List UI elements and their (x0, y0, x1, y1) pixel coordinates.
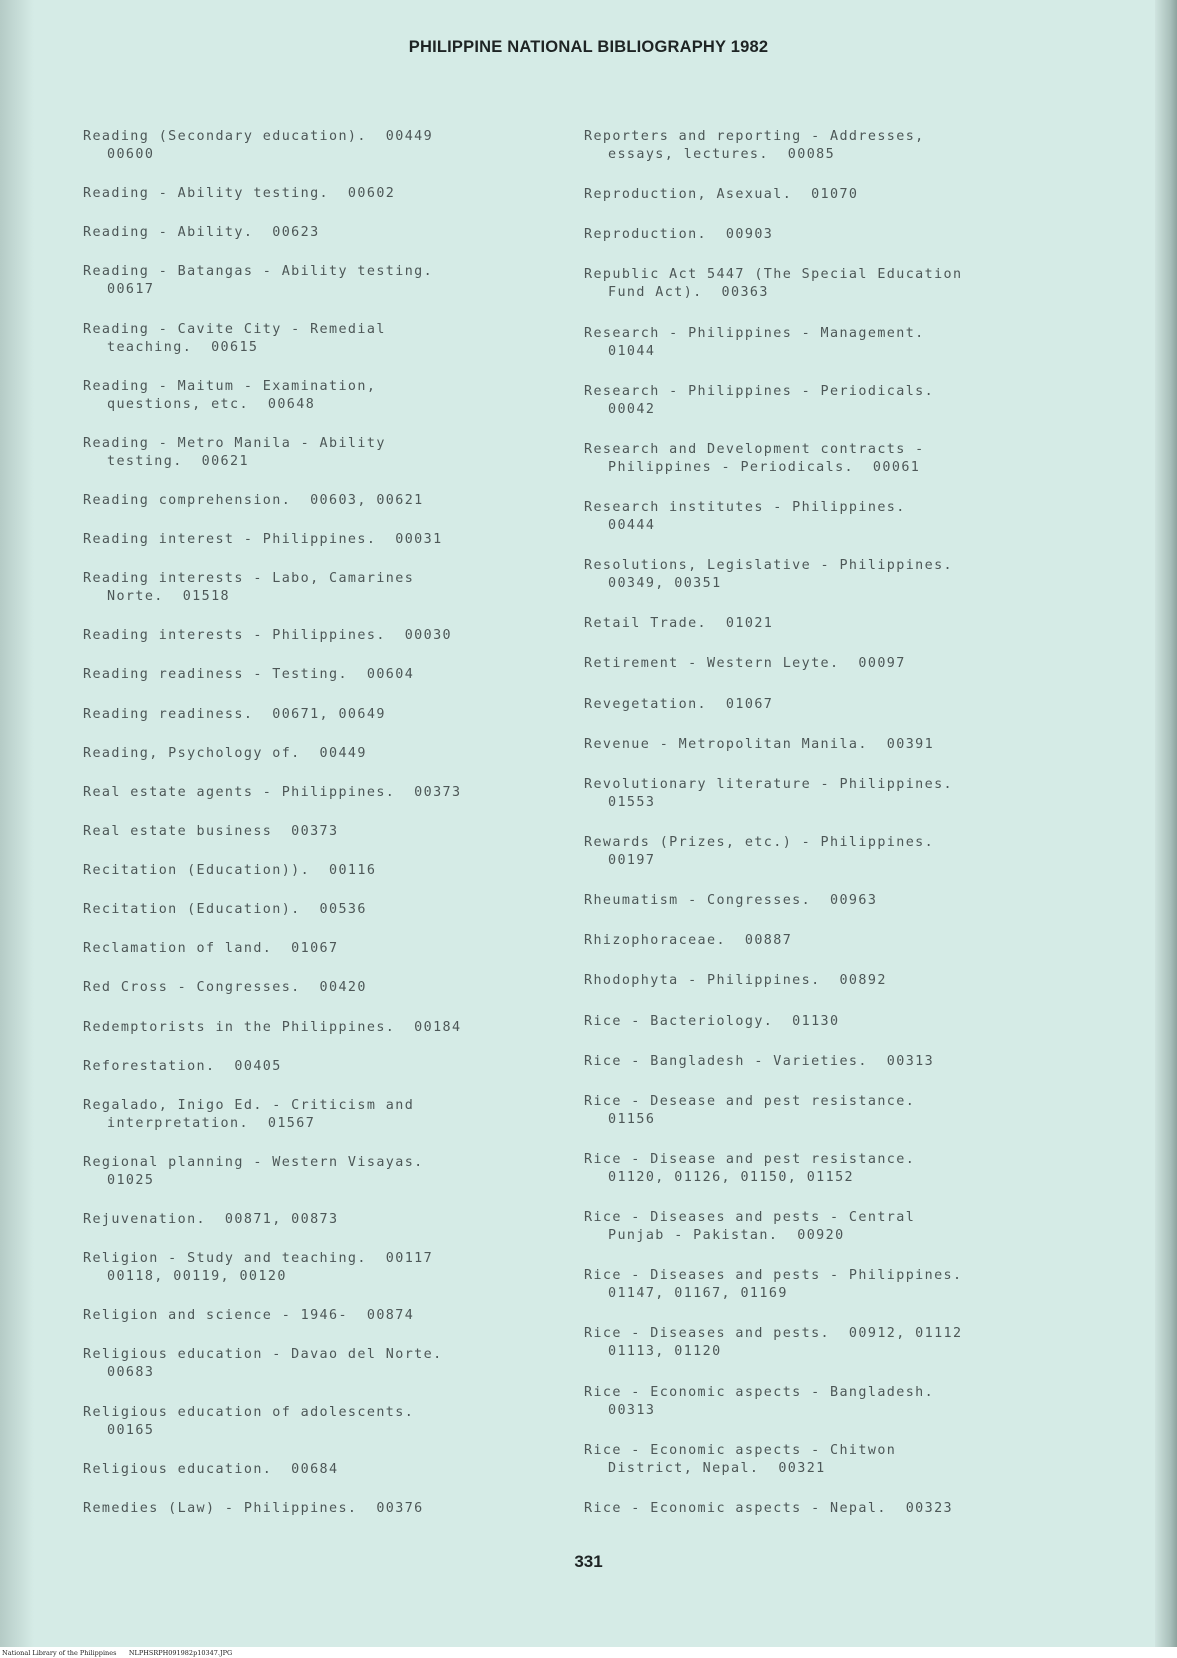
index-entry: Rejuvenation. 00871, 00873 (83, 1212, 339, 1227)
spine-shadow (0, 0, 34, 1658)
page-header: PHILIPPINE NATIONAL BIBLIOGRAPHY 1982 (408, 38, 769, 56)
index-entry: Rhodophyta - Philippines. 00892 (584, 973, 887, 989)
index-entry: Rice - Desease and pest resistance. 01156 (584, 1093, 916, 1127)
index-entry: Religion - Study and teaching. 00117 00118, 00119, 00120 (83, 1251, 434, 1285)
index-entry: Reading interests - Labo, Camarines Norte. 01518 (83, 571, 415, 605)
index-entry: Reading - Metro Manila - Ability testing. 00621 (83, 435, 386, 469)
index-entry: Reproduction. 00903 (584, 227, 774, 243)
index-entry: Regional planning - Western Visayas. 01025 (83, 1154, 424, 1188)
index-entry: Real estate agents - Philippines. 00373 (83, 784, 462, 800)
index-entry: Rice - Disease and pest resistance. 01120, 01126, 01150, 01152 (584, 1151, 916, 1185)
index-entry: Rewards (Prizes, etc.) - Philippines. 00197 (584, 834, 935, 868)
index-entry: Reading interest - Philippines. 00031 (83, 532, 443, 547)
index-entry: Reading (Secondary education). 00449 00600 (83, 129, 434, 162)
index-entry: Revenue - Metropolitan Manila. 00391 (584, 736, 935, 752)
index-entry: Reforestation. 00405 (83, 1058, 282, 1074)
left-column (83, 128, 543, 1518)
index-entry: Research and Development contracts - Philippines - Periodicals. 00061 (584, 441, 925, 475)
index-entry: Real estate business 00373 (83, 823, 339, 839)
index-entry: Reproduction, Asexual. 01070 (584, 187, 859, 203)
page-edge-shadow (1155, 0, 1177, 1658)
index-entry: Revolutionary literature - Philippines. 01553 (584, 776, 954, 810)
index-entry: Reading - Ability testing. 00602 (83, 186, 396, 202)
index-entry: Rice - Economic aspects - Bangladesh. 00313 (584, 1384, 935, 1418)
index-entry: Reading - Cavite City - Remedial teaching. 00615 (83, 321, 386, 355)
index-entry: Reclamation of land. 01067 (83, 941, 339, 957)
index-entry: Redemptorists in the Philippines. 00184 (83, 1019, 462, 1035)
index-entry: Rheumatism - Congresses. 00963 (584, 893, 878, 909)
index-entry: Rice - Bangladesh - Varieties. 00313 (584, 1053, 935, 1069)
index-entry: Research - Philippines - Periodicals. 00042 (584, 383, 935, 417)
index-entry: Research - Philippines - Management. 01044 (584, 325, 925, 359)
index-entry: Reporters and reporting - Addresses, essays, lectures. 00085 (584, 129, 925, 162)
index-entry: Revegetation. 01067 (584, 696, 774, 712)
right-column (584, 128, 1054, 1518)
index-entry: Reading - Maitum - Examination, questions, etc. 00648 (83, 378, 377, 412)
index-entry: Rice - Bacteriology. 01130 (584, 1013, 840, 1029)
index-entry: Retail Trade. 01021 (584, 616, 774, 632)
index-entry: Religious education of adolescents. 00165 (83, 1404, 415, 1438)
index-entry: Rice - Diseases and pests - Central Punjab - Pakistan. 00920 (584, 1210, 916, 1244)
index-entry: Reading comprehension. 00603, 00621 (83, 492, 424, 508)
index-entry: Rice - Economic aspects - Chitwon District, Nepal. 00321 (584, 1442, 897, 1476)
index-entry: Rhizophoraceae. 00887 (584, 933, 793, 949)
index-entry: Religious education. 00684 (83, 1461, 339, 1477)
index-entry: Religious education - Davao del Norte. 00683 (83, 1347, 443, 1381)
index-entry: Red Cross - Congresses. 00420 (83, 980, 367, 996)
index-entry: Reading - Batangas - Ability testing. 00617 (83, 264, 434, 298)
index-entry: Rice - Diseases and pests - Philippines. 01147, 01167, 01169 (584, 1268, 963, 1302)
footer-caption: National Library of the Philippines NLPHSRPH091982p10347.JPG (2, 1649, 233, 1657)
index-entry: Regalado, Inigo Ed. - Criticism and interpretation. 01567 (83, 1097, 415, 1131)
index-entry: Remedies (Law) - Philippines. 00376 (83, 1500, 424, 1516)
index-entry: Recitation (Education)). 00116 (83, 863, 377, 878)
index-entry: Reading, Psychology of. 00449 (83, 745, 367, 761)
index-entry: Reading readiness. 00671, 00649 (83, 706, 386, 722)
index-entry: Reading interests - Philippines. 00030 (83, 628, 453, 644)
index-entry: Reading - Ability. 00623 (83, 225, 320, 241)
page-number: 331 (574, 1552, 603, 1571)
index-entry: Republic Act 5447 (The Special Education Fund Act). 00363 (584, 267, 963, 301)
index-entry: Recitation (Education). 00536 (83, 902, 367, 918)
footer-strip (0, 1647, 1177, 1658)
index-entry: Resolutions, Legislative - Philippines. 00349, 00351 (584, 558, 954, 592)
index-entry: Rice - Economic aspects - Nepal. 00323 (584, 1500, 954, 1516)
index-entry: Reading readiness - Testing. 00604 (83, 667, 415, 683)
index-entry: Rice - Diseases and pests. 00912, 01112 01113, 01120 (584, 1326, 963, 1360)
index-entry: Religion and science - 1946- 00874 (83, 1308, 415, 1324)
index-entry: Retirement - Western Leyte. 00097 (584, 656, 906, 672)
index-entry: Research institutes - Philippines. 00444 (584, 499, 906, 533)
